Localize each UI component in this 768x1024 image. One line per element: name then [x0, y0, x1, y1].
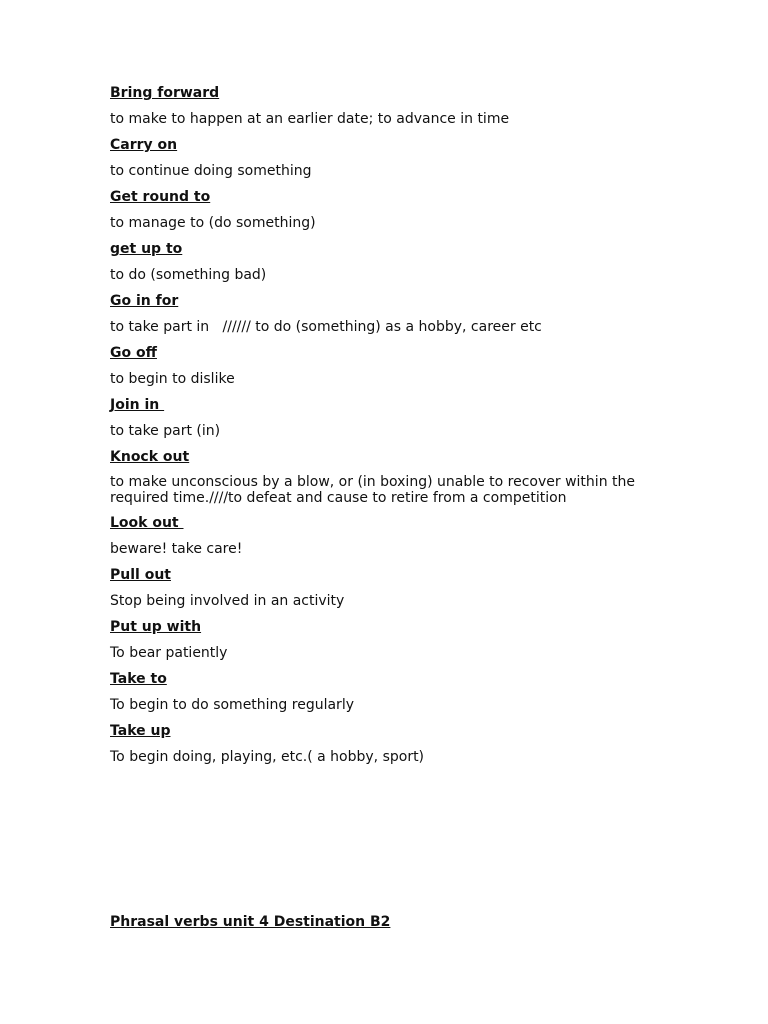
entry-definition-go-off: to begin to dislike [110, 371, 235, 387]
entry-term-pull-out: Pull out [110, 567, 171, 583]
entry-definition-knock-out: to make unconscious by a blow, or (in boxing) unable to recover within the required time.////to defeat and cause to retire from a competition [110, 474, 640, 506]
entry-term-carry-on: Carry on [110, 137, 178, 153]
entry-term-go-in-for: Go in for [110, 293, 179, 309]
entry-term-go-off: Go off [110, 345, 157, 361]
entry-definition-put-up-with: To bear patiently [110, 645, 228, 661]
phrasal-verb-list [110, 84, 670, 774]
entry-term-join-in: Join in [110, 397, 165, 413]
document-title: Phrasal verbs unit 4 Destination B2 [110, 914, 391, 930]
entry-definition-pull-out: Stop being involved in an activity [110, 593, 345, 609]
entry-definition-take-to: To begin to do something regularly [110, 697, 354, 713]
entry-term-get-round-to: Get round to [110, 189, 211, 205]
entry-term-bring-forward: Bring forward [110, 85, 220, 101]
entry-definition-join-in: to take part (in) [110, 423, 221, 439]
entry-term-take-to: Take to [110, 671, 167, 687]
entry-definition-go-in-for: to take part in ////// to do (something) as a hobby, career etc [110, 319, 542, 335]
entry-term-look-out: Look out [110, 515, 184, 531]
entry-term-get-up-to: get up to [110, 241, 183, 257]
entry-definition-take-up: To begin doing, playing, etc.( a hobby, sport) [110, 749, 425, 765]
entry-definition-get-round-to: to manage to (do something) [110, 215, 316, 231]
entry-definition-carry-on: to continue doing something [110, 163, 312, 179]
entry-definition-look-out: beware! take care! [110, 541, 243, 557]
entry-definition-get-up-to: to do (something bad) [110, 267, 267, 283]
entry-definition-bring-forward: to make to happen at an earlier date; to advance in time [110, 111, 510, 127]
entry-term-take-up: Take up [110, 723, 171, 739]
entry-term-knock-out: Knock out [110, 449, 190, 465]
entry-term-put-up-with: Put up with [110, 619, 202, 635]
